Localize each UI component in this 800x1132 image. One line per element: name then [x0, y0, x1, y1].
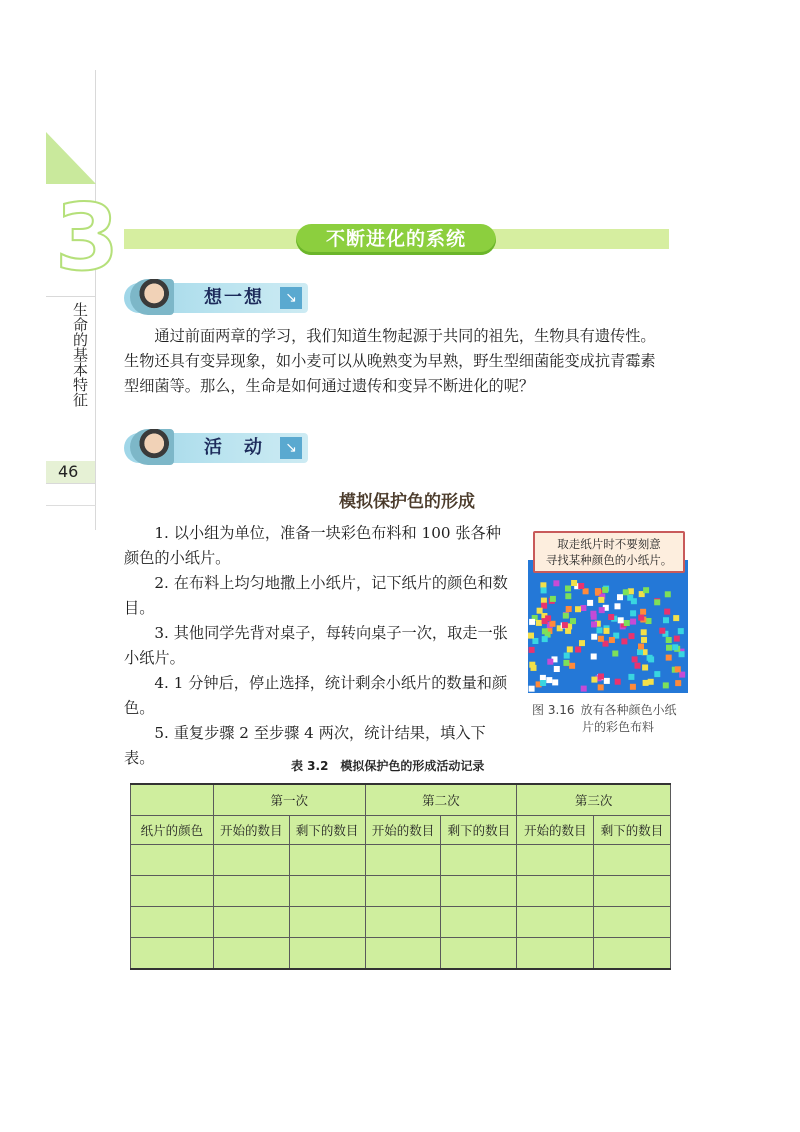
paper-piece [541, 587, 547, 593]
margin-divider [46, 296, 96, 297]
paper-piece [679, 651, 685, 657]
figure-caption: 图 3.16 放有各种颜色小纸 片的彩色布料 [532, 703, 677, 734]
paper-piece [666, 645, 672, 651]
paper-piece [575, 647, 581, 653]
paper-piece [598, 684, 604, 690]
paper-piece [679, 672, 685, 678]
paper-piece [562, 622, 568, 628]
paper-piece [598, 674, 604, 680]
table-column-header: 开始的数目 [365, 816, 441, 845]
figure-banner: 取走纸片时不要刻意 寻找某种颜色的小纸片。 [533, 531, 685, 573]
paper-piece [591, 677, 597, 683]
paper-piece [615, 603, 621, 609]
record-table [130, 783, 671, 970]
paper-piece [597, 627, 603, 633]
paper-piece [629, 633, 635, 639]
paper-piece [659, 628, 665, 634]
activity-label [124, 433, 308, 463]
paper-piece [583, 588, 589, 594]
paper-piece [654, 671, 660, 677]
paper-piece [643, 587, 649, 593]
table-column-header: 开始的数目 [517, 816, 594, 845]
paper-piece [646, 618, 652, 624]
paper-piece [666, 655, 672, 661]
table-caption: 表 3.2 模拟保护色的形成活动记录 [291, 759, 485, 773]
step-item: 5. 重复步骤 2 至步骤 4 两次，统计结果，填入下表。 [124, 724, 486, 767]
think-label-text: 想一想 [204, 287, 264, 308]
paper-piece [529, 647, 535, 653]
paper-piece [630, 684, 636, 690]
paper-piece [641, 629, 647, 635]
paper-piece [579, 640, 585, 646]
paper-piece [643, 680, 649, 686]
paper-piece [621, 638, 627, 644]
paper-piece [566, 606, 572, 612]
paper-piece [637, 649, 643, 655]
student-avatar-icon [130, 279, 174, 315]
step-item: 1. 以小组为单位，准备一块彩色布料和 100 张各种颜色的小纸片。 [124, 524, 501, 567]
chapter-number: 3 [55, 184, 120, 291]
paper-piece [630, 619, 636, 625]
colored-fabric-image [528, 560, 688, 693]
paper-piece [571, 580, 577, 586]
student-avatar-icon [130, 429, 174, 465]
paper-piece [608, 614, 614, 620]
chapter-corner-triangle [46, 132, 96, 184]
paper-piece [550, 596, 556, 602]
paper-piece [604, 678, 610, 684]
paper-piece [663, 617, 669, 623]
table-row [131, 876, 671, 907]
paper-piece [591, 614, 597, 620]
table-group-header: 第一次 [213, 784, 365, 816]
margin-bottom-corner [46, 505, 96, 532]
paper-piece [531, 665, 537, 671]
table-column-header: 剩下的数目 [594, 816, 671, 845]
table-group-header: 第二次 [365, 784, 517, 816]
paper-piece [638, 615, 644, 621]
section-title: 不断进化的系统 [296, 224, 496, 255]
paper-piece [654, 599, 660, 605]
activity-title: 模拟保护色的形成 [339, 492, 475, 512]
paper-piece [564, 653, 570, 659]
chapter-side-title: 生命的基本特征 [71, 302, 89, 407]
paper-piece [598, 597, 604, 603]
paper-piece [678, 628, 684, 634]
table-row [131, 907, 671, 938]
paper-piece [640, 609, 646, 615]
paper-piece [591, 634, 597, 640]
table-group-header: 第三次 [517, 784, 671, 816]
paper-piece [631, 598, 637, 604]
paper-piece [591, 621, 597, 627]
paper-piece [567, 646, 573, 652]
paper-piece [666, 637, 672, 643]
paper-piece [565, 593, 571, 599]
table-header-row [131, 816, 671, 845]
paper-piece [675, 680, 681, 686]
paper-piece [546, 677, 552, 683]
paper-piece [673, 615, 679, 621]
paper-piece [542, 628, 548, 634]
paper-piece [542, 636, 548, 642]
table-row [131, 938, 671, 970]
paper-piece [541, 598, 547, 604]
paper-piece [615, 679, 621, 685]
paper-piece [641, 637, 647, 643]
paper-piece [609, 637, 615, 643]
paper-piece [554, 666, 560, 672]
paper-piece [563, 660, 569, 666]
paper-piece [553, 580, 559, 586]
arrow-icon: ↘ [280, 287, 302, 309]
paper-piece [623, 589, 629, 595]
table-cell [131, 784, 214, 816]
paper-piece [664, 609, 670, 615]
paper-piece [545, 615, 551, 621]
paper-piece [599, 607, 605, 613]
paper-piece [674, 636, 680, 642]
activity-label-text: 活 动 [204, 437, 264, 458]
paper-piece [612, 651, 618, 657]
paper-piece [578, 583, 584, 589]
margin-divider [46, 483, 96, 484]
paper-piece [580, 605, 586, 611]
think-paragraph: 通过前面两章的学习，我们知道生物起源于共同的祖先，生物具有遗传性。生物还具有变异现象，如小麦可以从晚熟变为早熟，野生型细菌能变成抗青霉素型细菌等。那么，生命是如何通过遗传和变异不断进化的呢？ [124, 327, 656, 395]
activity-steps [124, 521, 516, 771]
paper-piece [635, 663, 641, 669]
paper-piece [672, 644, 678, 650]
paper-piece [569, 663, 575, 669]
arrow-icon: ↘ [280, 437, 302, 459]
paper-piece [581, 686, 587, 692]
paper-piece [628, 674, 634, 680]
paper-piece [532, 638, 538, 644]
paper-piece [536, 620, 542, 626]
paper-piece [618, 617, 624, 623]
paper-piece [529, 686, 535, 692]
table-column-header: 剩下的数目 [441, 816, 517, 845]
paper-piece [632, 656, 638, 662]
paper-piece [547, 659, 553, 665]
paper-piece [642, 665, 648, 671]
paper-piece [528, 633, 534, 639]
paper-piece [575, 606, 581, 612]
paper-piece [552, 679, 558, 685]
paper-piece [570, 618, 576, 624]
paper-piece [529, 619, 535, 625]
table-row [131, 845, 671, 876]
paper-piece [550, 621, 556, 627]
paper-pieces-graphic [528, 560, 688, 693]
step-item: 2. 在布料上均匀地撒上小纸片，记下纸片的颜色和数目。 [124, 574, 508, 617]
table-column-header: 剩下的数目 [289, 816, 365, 845]
page-number: 46 [58, 462, 79, 481]
table-column-header: 纸片的颜色 [131, 816, 214, 845]
paper-piece [591, 654, 597, 660]
paper-piece [648, 679, 654, 685]
paper-piece [663, 682, 669, 688]
paper-piece [604, 628, 610, 634]
paper-piece [617, 594, 623, 600]
paper-piece [647, 655, 653, 661]
step-item: 4. 1 分钟后，停止选择，统计剩余小纸片的数量和颜色。 [124, 674, 508, 717]
paper-piece [540, 582, 546, 588]
think-label [124, 283, 308, 313]
paper-piece [630, 610, 636, 616]
paper-piece [628, 588, 634, 594]
table-column-header: 开始的数目 [213, 816, 289, 845]
paper-piece [563, 613, 569, 619]
paper-piece [595, 588, 601, 594]
step-item: 3. 其他同学先背对桌子，每转向桌子一次，取走一张小纸片。 [124, 624, 508, 667]
paper-piece [602, 587, 608, 593]
table-header-row [131, 784, 671, 816]
paper-piece [565, 586, 571, 592]
paper-piece [587, 600, 593, 606]
paper-piece [540, 680, 546, 686]
paper-piece [624, 620, 630, 626]
paper-piece [638, 644, 644, 650]
paper-piece [537, 608, 543, 614]
paper-piece [675, 666, 681, 672]
paper-piece [598, 636, 604, 642]
paper-piece [665, 591, 671, 597]
